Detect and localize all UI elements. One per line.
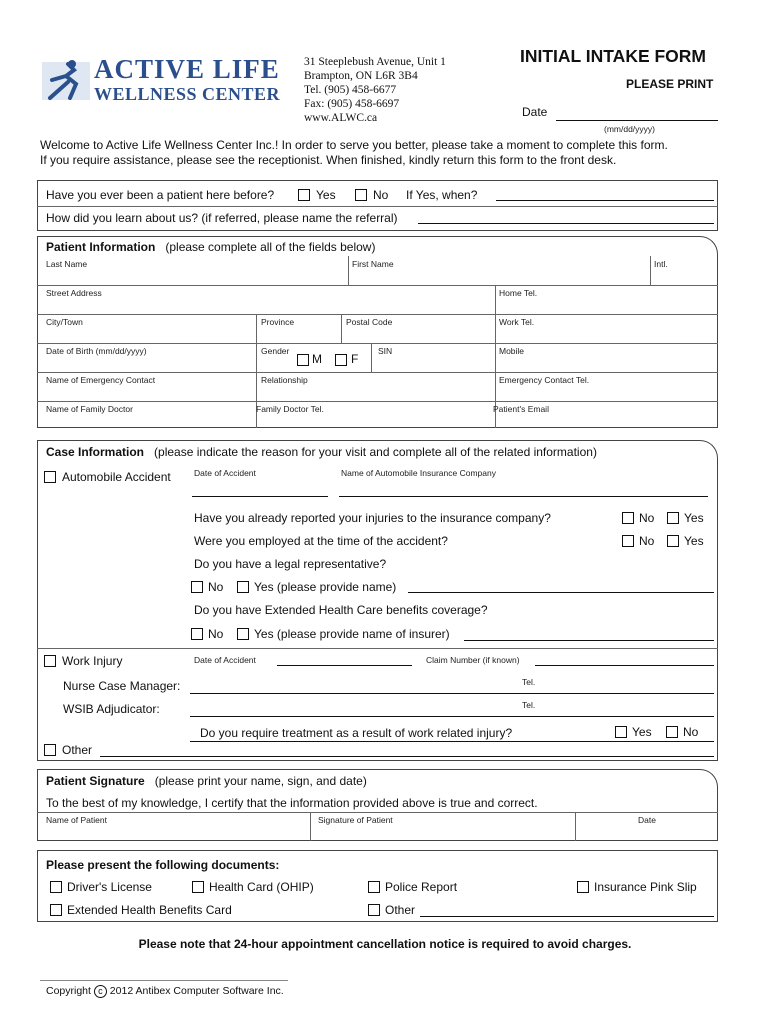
treatment-no-label: No (683, 725, 699, 739)
employed-yes-checkbox[interactable] (667, 535, 679, 547)
wsib-field[interactable] (190, 716, 714, 717)
treatment-question: Do you require treatment as a result of work related injury? (200, 726, 513, 740)
postal-label: Postal Code (346, 317, 393, 327)
pink-slip-label: Insurance Pink Slip (594, 880, 697, 894)
prior-visit-question: Have you ever been a patient here before? (46, 188, 275, 202)
section-title: Patient Information (46, 240, 156, 254)
date-format-hint: (mm/dd/yyyy) (604, 124, 655, 134)
gender-m-checkbox[interactable] (297, 354, 309, 366)
divider (37, 648, 718, 649)
intro-line2: If you require assistance, please see the receptionist. When finished, kindly return this form to the front desk. (40, 153, 617, 167)
clinic-address (304, 55, 446, 125)
divider (37, 343, 718, 344)
reported-no-label: No (639, 511, 655, 525)
copyright-symbol: c (94, 985, 107, 998)
divider (575, 812, 576, 841)
employed-no-label: No (639, 534, 655, 548)
city-label: City/Town (46, 317, 83, 327)
work-date-label: Date of Accident (194, 655, 256, 665)
gender-m-label: M (312, 352, 322, 366)
mobile-label: Mobile (499, 346, 525, 356)
ehc-no-label: No (208, 627, 224, 641)
emergency-tel-label: Emergency Contact Tel. (499, 375, 590, 385)
reported-question: Have you already reported your injuries to the insurance company? (194, 511, 551, 525)
date-of-accident-label: Date of Accident (194, 468, 256, 478)
divider (348, 256, 349, 285)
ehc-yes-label: Yes (please provide name of insurer) (254, 627, 450, 641)
address-line: 31 Steeplebush Avenue, Unit 1 (304, 56, 446, 68)
documents-other-label: Other (385, 903, 416, 917)
ehb-card-label: Extended Health Benefits Card (67, 903, 232, 917)
work-injury-label: Work Injury (62, 654, 123, 668)
divider (37, 372, 718, 373)
divider (650, 256, 651, 285)
signature-heading (46, 774, 367, 788)
section-subtitle: (please complete all of the fields below) (165, 240, 376, 254)
first-name-label: First Name (352, 259, 394, 269)
nurse-tel-label: Tel. (522, 677, 536, 687)
treatment-no-checkbox[interactable] (666, 726, 678, 738)
reported-yes-label: Yes (684, 511, 704, 525)
treatment-yes-label: Yes (632, 725, 652, 739)
street-label: Street Address (46, 288, 102, 298)
address-line: www.ALWC.ca (304, 112, 378, 124)
cancellation-notice: Please note that 24-hour appointment cancellation notice is required to avoid charges. (138, 937, 632, 951)
patient-name-label[interactable]: Name of Patient (46, 815, 107, 825)
runner-icon (38, 56, 94, 106)
other-field[interactable] (100, 756, 714, 757)
patient-signature-label[interactable]: Signature of Patient (318, 815, 393, 825)
email-label: Patient's Email (493, 404, 549, 414)
copyright-prefix: Copyright (46, 985, 91, 997)
divider (37, 314, 718, 315)
divider (37, 206, 718, 207)
dob-label: Date of Birth (mm/dd/yyyy) (46, 346, 147, 356)
if-yes-label: If Yes, when? (406, 188, 478, 202)
divider (310, 812, 311, 841)
nurse-label: Nurse Case Manager: (63, 679, 181, 693)
gender-label: Gender (261, 346, 290, 356)
work-date-field[interactable] (277, 665, 412, 666)
province-label: Province (261, 317, 295, 327)
wsib-tel-label: Tel. (522, 700, 536, 710)
legal-yes-checkbox[interactable] (237, 581, 249, 593)
ehc-no-checkbox[interactable] (191, 628, 203, 640)
divider (371, 343, 372, 372)
copyright-text: 2012 Antibex Computer Software Inc. (109, 985, 284, 997)
employed-no-checkbox[interactable] (622, 535, 634, 547)
please-print: PLEASE PRINT (626, 77, 714, 91)
insurer-name-field[interactable] (464, 640, 714, 641)
documents-other-checkbox[interactable] (368, 904, 380, 916)
legal-yes-label: Yes (please provide name) (254, 580, 397, 594)
if-yes-when-field[interactable] (496, 200, 714, 201)
home-tel-label: Home Tel. (499, 288, 538, 298)
auto-accident-checkbox[interactable] (44, 471, 56, 483)
case-info-heading (46, 445, 597, 459)
address-line: Fax: (905) 458-6697 (304, 98, 400, 110)
relationship-label: Relationship (261, 375, 308, 385)
reported-yes-checkbox[interactable] (667, 512, 679, 524)
patient-info-heading (46, 240, 375, 254)
section-title: Case Information (46, 445, 145, 459)
family-doctor-tel-label: Family Doctor Tel. (256, 404, 324, 414)
legal-no-checkbox[interactable] (191, 581, 203, 593)
divider (37, 401, 718, 402)
other-checkbox[interactable] (44, 744, 56, 756)
prior-yes-label: Yes (316, 188, 336, 202)
date-label: Date (522, 105, 548, 119)
section-subtitle: (please print your name, sign, and date) (154, 774, 367, 788)
police-report-label: Police Report (385, 880, 458, 894)
treatment-underline (190, 741, 714, 742)
referral-field[interactable] (418, 223, 714, 224)
work-tel-label: Work Tel. (499, 317, 535, 327)
emergency-contact-label: Name of Emergency Contact (46, 375, 156, 385)
auto-accident-label: Automobile Accident (62, 470, 171, 484)
drivers-license-checkbox[interactable] (50, 881, 62, 893)
ehc-yes-checkbox[interactable] (237, 628, 249, 640)
divider (37, 812, 718, 813)
family-doctor-label: Name of Family Doctor (46, 404, 133, 414)
work-injury-checkbox[interactable] (44, 655, 56, 667)
employed-question: Were you employed at the time of the accident? (194, 534, 448, 548)
documents-title: Please present the following documents: (46, 858, 280, 872)
divider (341, 314, 342, 343)
sin-label: SIN (378, 346, 393, 356)
insurance-company-label: Name of Automobile Insurance Company (341, 468, 496, 478)
other-label: Other (62, 743, 93, 757)
gender-f-label: F (351, 352, 359, 366)
insurance-company-field[interactable] (339, 496, 708, 497)
divider (37, 285, 718, 286)
treatment-yes-checkbox[interactable] (615, 726, 627, 738)
documents-other-field[interactable] (420, 916, 714, 917)
referral-question: How did you learn about us? (if referred, please name the referral) (46, 211, 398, 225)
wsib-label: WSIB Adjudicator: (63, 702, 160, 716)
certify-text: To the best of my knowledge, I certify that the information provided above is true and correct. (46, 796, 538, 810)
section-title: Patient Signature (46, 774, 145, 788)
last-name-label: Last Name (46, 259, 88, 269)
address-line: Tel. (905) 458-6677 (304, 84, 397, 96)
claim-number-label: Claim Number (if known) (426, 655, 520, 665)
footer-rule (40, 980, 288, 981)
claim-number-field[interactable] (535, 665, 714, 666)
auto-date-field[interactable] (192, 496, 328, 497)
section-subtitle: (please indicate the reason for your visit and complete all of the related information) (154, 445, 597, 459)
initial-label: Intl. (654, 259, 668, 269)
prior-yes-checkbox[interactable] (298, 189, 310, 201)
address-line: Brampton, ON L6R 3B4 (304, 70, 418, 82)
form-title: INITIAL INTAKE FORM (520, 46, 707, 66)
logo-line1: ACTIVE LIFE (94, 54, 280, 84)
ehb-card-checkbox[interactable] (50, 904, 62, 916)
prior-no-label: No (373, 188, 389, 202)
health-card-checkbox[interactable] (192, 881, 204, 893)
nurse-field[interactable] (190, 693, 714, 694)
header-date-field[interactable] (556, 120, 718, 121)
signature-date-label[interactable]: Date (638, 815, 656, 825)
gender-f-checkbox[interactable] (335, 354, 347, 366)
legal-question: Do you have a legal representative? (194, 557, 387, 571)
employed-yes-label: Yes (684, 534, 704, 548)
police-report-checkbox[interactable] (368, 881, 380, 893)
drivers-license-label: Driver's License (67, 880, 152, 894)
intro-line1: Welcome to Active Life Wellness Center Inc.! In order to serve you better, please take a moment to complete this form. (40, 138, 668, 152)
pink-slip-checkbox[interactable] (577, 881, 589, 893)
copyright (46, 985, 284, 998)
logo-line2: WELLNESS CENTER (94, 84, 281, 104)
prior-no-checkbox[interactable] (355, 189, 367, 201)
legal-no-label: No (208, 580, 224, 594)
patient-info-box (37, 256, 718, 428)
reported-no-checkbox[interactable] (622, 512, 634, 524)
logo (38, 56, 288, 106)
legal-name-field[interactable] (408, 592, 714, 593)
ehc-question: Do you have Extended Health Care benefits coverage? (194, 603, 488, 617)
health-card-label: Health Card (OHIP) (209, 880, 314, 894)
